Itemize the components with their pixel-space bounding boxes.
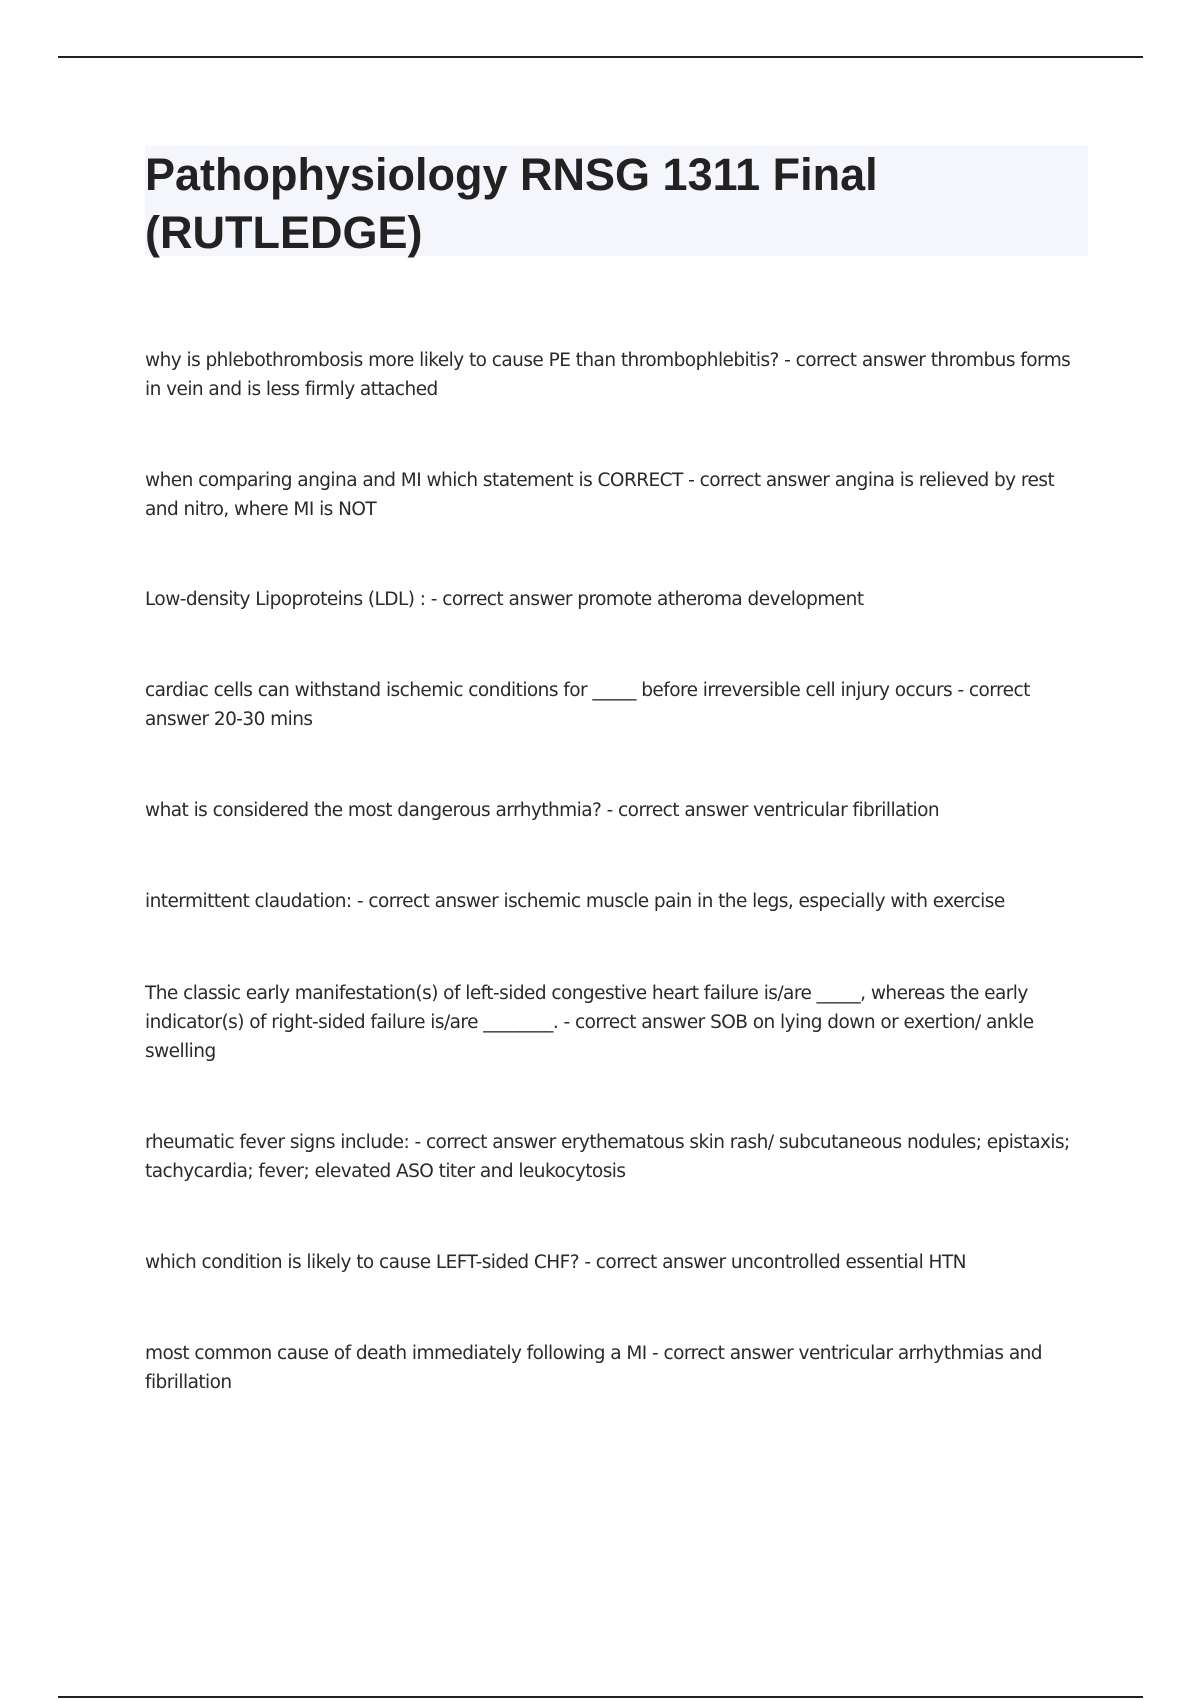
top-divider <box>58 56 1143 58</box>
qa-item-2: when comparing angina and MI which statement is CORRECT - correct answer angina is relieved by rest and nitro, where MI is NOT <box>145 470 1055 520</box>
qa-item-10: most common cause of death immediately following a MI - correct answer ventricular arrhythmias and fibrillation <box>145 1343 1042 1393</box>
qa-item-1: why is phlebothrombosis more likely to cause PE than thrombophlebitis? - correct answer thrombus forms in vein and is less firmly attached <box>145 350 1071 400</box>
qa-item-8: rheumatic fever signs include: - correct answer erythematous skin rash/ subcutaneous nodules; epistaxis; tachycardia; fever; elevated ASO titer and leukocytosis <box>145 1132 1070 1182</box>
qa-item-5: what is considered the most dangerous arrhythmia? - correct answer ventricular fibrillation <box>145 800 940 821</box>
qa-item-7: The classic early manifestation(s) of left-sided congestive heart failure is/are _____, whereas the early indicator(s) of right-sided failure is/are ________. - correct answer SOB on lying down or exertion/ ankle swelling <box>145 983 1034 1062</box>
qa-item-3: Low-density Lipoproteins (LDL) : - correct answer promote atheroma development <box>145 589 864 610</box>
document-title: Pathophysiology RNSG 1311 Final (RUTLEDGE) <box>145 149 878 258</box>
qa-item-9: which condition is likely to cause LEFT-sided CHF? - correct answer uncontrolled essential HTN <box>145 1252 966 1273</box>
bottom-divider <box>58 1696 1143 1698</box>
qa-item-4: cardiac cells can withstand ischemic conditions for _____ before irreversible cell injury occurs - correct answer 20-30 mins <box>145 680 1030 730</box>
qa-item-6: intermittent claudation: - correct answer ischemic muscle pain in the legs, especially with exercise <box>145 891 1005 912</box>
